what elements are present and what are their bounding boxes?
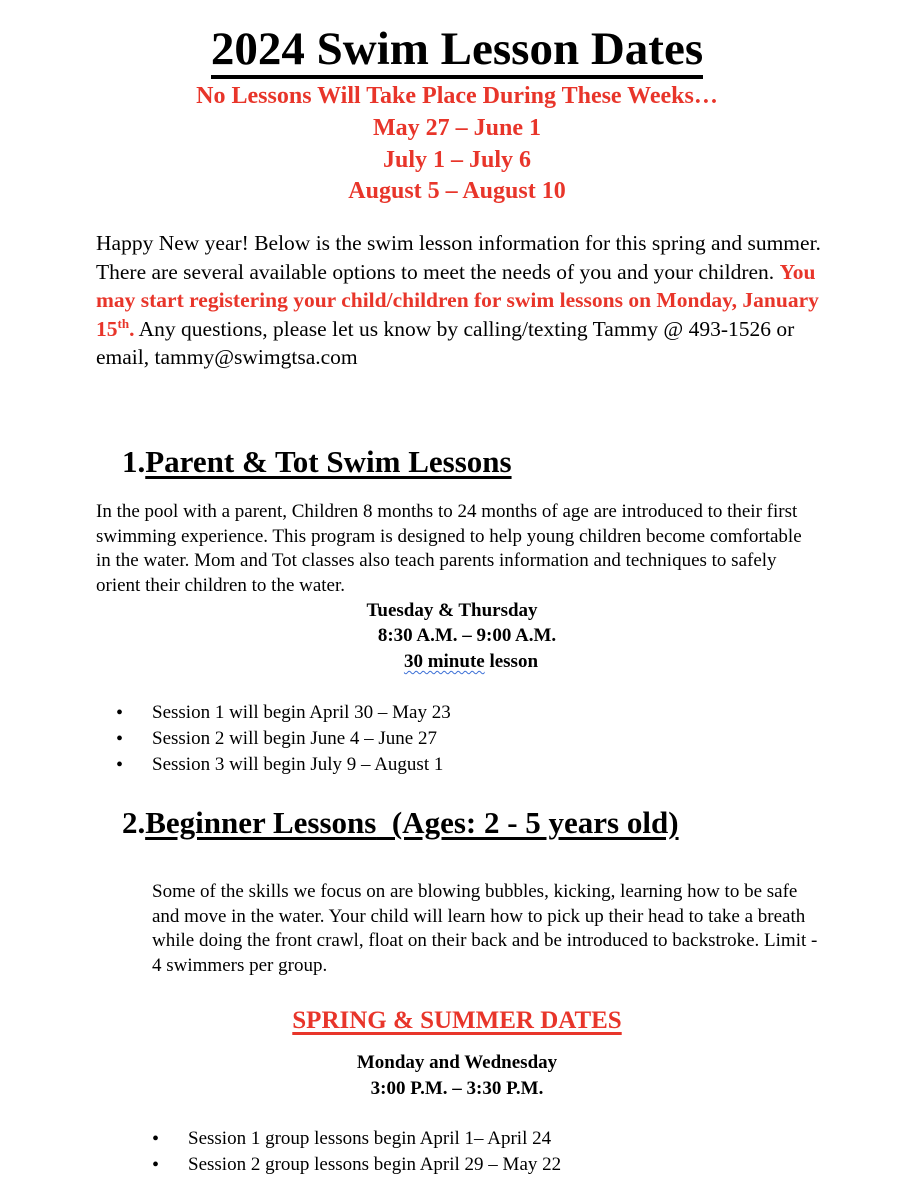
beginner-days: Monday and Wednesday [356, 1052, 558, 1073]
beginner-sessions [152, 1126, 561, 1178]
page-title-text: 2024 Swim Lesson Dates [211, 23, 703, 79]
blackout-week: August 5 – August 10 [348, 178, 566, 204]
parent-tot-sessions [116, 700, 451, 778]
session-item: • Session 1 will begin April 30 – May 23 [116, 700, 451, 726]
registration-period: . [129, 316, 135, 341]
parent-tot-days: Tuesday & Thursday [366, 600, 538, 621]
contact-text: Any questions, please let us know by calling/texting Tammy @ 493-1526 or email, tammy@swimgtsa.com [96, 316, 795, 369]
section-heading-beginner [122, 804, 679, 842]
section-number: 2. [122, 805, 146, 840]
parent-tot-time: 8:30 A.M. – 9:00 A.M. [377, 625, 557, 646]
section-number: 1. [122, 444, 146, 479]
blackout-week: July 1 – July 6 [382, 147, 532, 173]
session-item: • Session 3 will begin July 9 – August 1 [116, 752, 451, 778]
session-item: • Session 2 will begin June 4 – June 27 [116, 726, 451, 752]
length-word: 30 minute [403, 651, 485, 672]
no-lessons-notice: No Lessons Will Take Place During These Weeks… [196, 83, 718, 109]
parent-tot-description: In the pool with a parent, Children 8 months to 24 months of age are introduced to their first swimming experience. This program is designed to help young children become comfortable in the water. Mom and Tot classes also teach parents information and techniques to safely orient their children to the water. [96, 501, 802, 596]
intro-text: Happy New year! Below is the swim lesson information for this spring and summer. There are several available options to meet the needs of you and your children. [96, 231, 821, 284]
page-title [0, 22, 914, 76]
spring-summer-heading-text: SPRING & SUMMER DATES [292, 1007, 622, 1034]
intro-paragraph [96, 229, 826, 372]
ordinal-suffix: th [117, 315, 130, 331]
session-item: • Session 1 group lessons begin April 1– April 24 [152, 1126, 561, 1152]
section-title-part2: (Ages: 2 - 5 years old) [376, 805, 679, 840]
section-title: Parent & Tot Swim Lessons [145, 444, 512, 479]
length-rest: lesson [484, 651, 539, 672]
blackout-week: May 27 – June 1 [373, 115, 541, 141]
section-title [145, 805, 678, 840]
parent-tot-length [14, 649, 914, 674]
section-title-part1: Beginner Lessons [145, 805, 377, 840]
session-item: • Session 2 group lessons begin April 29 – May 22 [152, 1152, 561, 1178]
spring-summer-heading [0, 1005, 914, 1037]
section-heading-parent-tot [122, 443, 512, 481]
registration-text: You may start registering your child/children for swim lessons on Monday, January 15 [96, 259, 819, 341]
beginner-description: Some of the skills we focus on are blowing bubbles, kicking, learning how to be safe and move in the water. Your child will learn how to pick up their head to take a breath while doing the front crawl, float on their back and be introduced to backstroke. Limit - 4 swimmers per group. [152, 881, 818, 976]
beginner-time: 3:00 P.M. – 3:30 P.M. [370, 1078, 544, 1099]
